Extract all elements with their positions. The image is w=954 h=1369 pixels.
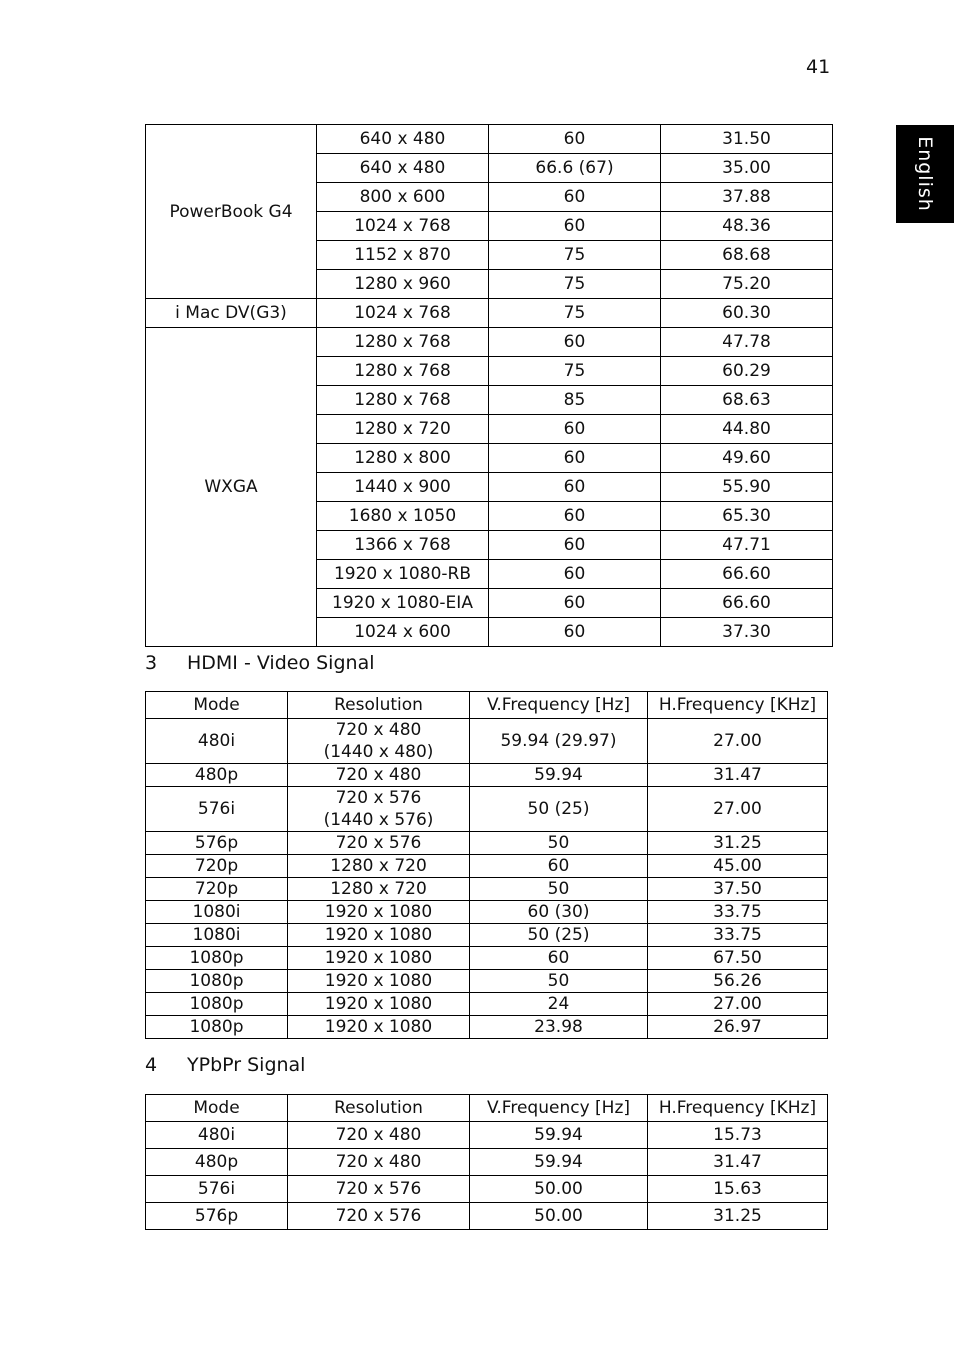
page-number: 41 [806, 56, 831, 78]
column-header: Mode [146, 1095, 288, 1122]
h-frequency-cell: 33.75 [648, 901, 828, 924]
h-frequency-cell: 27.00 [648, 719, 828, 764]
mode-cell: 1080p [146, 1016, 288, 1039]
mode-cell: 1080i [146, 924, 288, 947]
v-frequency-cell: 60 [489, 415, 661, 444]
resolution-line: 720 x 480 [335, 720, 422, 740]
resolution-cell [288, 1149, 470, 1176]
section-title: YPbPr Signal [187, 1054, 306, 1076]
column-header: V.Frequency [Hz] [470, 1095, 648, 1122]
h-frequency-cell: 33.75 [648, 924, 828, 947]
resolution-cell [288, 832, 470, 855]
h-frequency-cell: 37.30 [661, 618, 833, 647]
resolution-cell: 1280 x 768 [317, 328, 489, 357]
h-frequency-cell: 67.50 [648, 947, 828, 970]
h-frequency-cell: 35.00 [661, 154, 833, 183]
resolution-cell [288, 1016, 470, 1039]
resolution-cell: 1024 x 768 [317, 299, 489, 328]
column-header: H.Frequency [KHz] [648, 692, 828, 719]
table-row [146, 764, 828, 787]
v-frequency-cell: 23.98 [470, 1016, 648, 1039]
resolution-cell: 800 x 600 [317, 183, 489, 212]
h-frequency-cell: 44.80 [661, 415, 833, 444]
column-header: Mode [146, 692, 288, 719]
mode-cell: i Mac DV(G3) [146, 299, 317, 328]
h-frequency-cell: 26.97 [648, 1016, 828, 1039]
h-frequency-cell: 55.90 [661, 473, 833, 502]
resolution-cell: 1440 x 900 [317, 473, 489, 502]
resolution-cell [288, 878, 470, 901]
mode-cell: 720p [146, 878, 288, 901]
resolution-cell: 640 x 480 [317, 154, 489, 183]
h-frequency-cell: 68.68 [661, 241, 833, 270]
resolution-cell [288, 719, 470, 764]
column-header: V.Frequency [Hz] [470, 692, 648, 719]
h-frequency-cell: 65.30 [661, 502, 833, 531]
resolution-cell: 1920 x 1080-RB [317, 560, 489, 589]
table-row [146, 924, 828, 947]
resolution-cell [288, 787, 470, 832]
resolution-cell [288, 1203, 470, 1230]
resolution-cell [288, 764, 470, 787]
v-frequency-cell: 50 [470, 832, 648, 855]
v-frequency-cell: 59.94 [470, 1149, 648, 1176]
resolution-cell [288, 970, 470, 993]
resolution-cell [288, 924, 470, 947]
resolution-line: 1920 x 1080 [324, 902, 433, 922]
h-frequency-cell: 56.26 [648, 970, 828, 993]
mode-cell: 1080i [146, 901, 288, 924]
mac-timing-table [145, 124, 833, 647]
language-tab-label: English [914, 136, 937, 212]
resolution-line: 720 x 576 [335, 788, 422, 808]
h-frequency-cell: 31.25 [648, 832, 828, 855]
column-header: Resolution [288, 1095, 470, 1122]
resolution-line: 1280 x 720 [330, 856, 427, 876]
mode-cell: 480p [146, 764, 288, 787]
h-frequency-cell: 75.20 [661, 270, 833, 299]
table-row [146, 787, 828, 832]
resolution-cell: 1366 x 768 [317, 531, 489, 560]
mode-cell: PowerBook G4 [146, 125, 317, 299]
resolution-line: 1920 x 1080 [324, 925, 433, 945]
resolution-line: 1920 x 1080 [324, 1017, 433, 1037]
v-frequency-cell: 59.94 [470, 764, 648, 787]
table-row [146, 1016, 828, 1039]
table-row [146, 125, 833, 154]
h-frequency-cell: 45.00 [648, 855, 828, 878]
h-frequency-cell: 31.47 [648, 764, 828, 787]
v-frequency-cell: 75 [489, 357, 661, 386]
v-frequency-cell: 60 [489, 183, 661, 212]
v-frequency-cell: 75 [489, 299, 661, 328]
resolution-line: 1920 x 1080 [324, 971, 433, 991]
mode-cell: 1080p [146, 993, 288, 1016]
h-frequency-cell: 47.71 [661, 531, 833, 560]
v-frequency-cell: 60 [470, 855, 648, 878]
resolution-cell [288, 901, 470, 924]
resolution-cell [288, 993, 470, 1016]
mode-cell: 1080p [146, 970, 288, 993]
h-frequency-cell: 37.88 [661, 183, 833, 212]
resolution-line: 1920 x 1080 [324, 948, 433, 968]
table-row [146, 878, 828, 901]
h-frequency-cell: 60.30 [661, 299, 833, 328]
resolution-cell: 1680 x 1050 [317, 502, 489, 531]
mode-cell: 576i [146, 787, 288, 832]
v-frequency-cell: 50 [470, 970, 648, 993]
h-frequency-cell: 66.60 [661, 560, 833, 589]
mode-cell: 576p [146, 1203, 288, 1230]
v-frequency-cell: 75 [489, 270, 661, 299]
hdmi-timing-table [145, 691, 828, 1039]
v-frequency-cell: 60 [489, 473, 661, 502]
resolution-line: 720 x 480 [335, 1125, 422, 1145]
resolution-cell: 1280 x 800 [317, 444, 489, 473]
mode-cell: 1080p [146, 947, 288, 970]
table-row [146, 719, 828, 764]
table-row [146, 299, 833, 328]
v-frequency-cell: 60 [489, 328, 661, 357]
h-frequency-cell: 15.63 [648, 1176, 828, 1203]
column-header: H.Frequency [KHz] [648, 1095, 828, 1122]
v-frequency-cell: 50.00 [470, 1203, 648, 1230]
table-row [146, 832, 828, 855]
resolution-cell: 1280 x 720 [317, 415, 489, 444]
resolution-line: 720 x 480 [335, 1152, 422, 1172]
resolution-cell [288, 855, 470, 878]
h-frequency-cell: 49.60 [661, 444, 833, 473]
table-row [146, 947, 828, 970]
h-frequency-cell: 31.50 [661, 125, 833, 154]
resolution-cell [288, 1122, 470, 1149]
mode-cell: WXGA [146, 328, 317, 647]
resolution-cell: 1280 x 768 [317, 357, 489, 386]
resolution-cell [288, 947, 470, 970]
resolution-line: 720 x 576 [335, 1179, 422, 1199]
resolution-line: 1280 x 720 [330, 879, 427, 899]
table-row [146, 855, 828, 878]
section-title: HDMI - Video Signal [187, 652, 375, 674]
v-frequency-cell: 60 [489, 125, 661, 154]
resolution-cell: 1152 x 870 [317, 241, 489, 270]
h-frequency-cell: 37.50 [648, 878, 828, 901]
v-frequency-cell: 60 (30) [470, 901, 648, 924]
h-frequency-cell: 27.00 [648, 787, 828, 832]
mode-cell: 576p [146, 832, 288, 855]
resolution-line: 720 x 480 [335, 765, 422, 785]
resolution-line: 1920 x 1080 [324, 994, 433, 1014]
ypbpr-section-heading [145, 1054, 305, 1076]
h-frequency-cell: 47.78 [661, 328, 833, 357]
v-frequency-cell: 59.94 [470, 1122, 648, 1149]
v-frequency-cell: 85 [489, 386, 661, 415]
h-frequency-cell: 60.29 [661, 357, 833, 386]
table-row [146, 1203, 828, 1230]
v-frequency-cell: 24 [470, 993, 648, 1016]
mode-cell: 576i [146, 1176, 288, 1203]
column-header: Resolution [288, 692, 470, 719]
v-frequency-cell: 75 [489, 241, 661, 270]
h-frequency-cell: 48.36 [661, 212, 833, 241]
h-frequency-cell: 15.73 [648, 1122, 828, 1149]
h-frequency-cell: 68.63 [661, 386, 833, 415]
resolution-cell: 640 x 480 [317, 125, 489, 154]
language-tab [896, 125, 954, 223]
v-frequency-cell: 60 [489, 502, 661, 531]
v-frequency-cell: 60 [489, 560, 661, 589]
v-frequency-cell: 60 [489, 618, 661, 647]
resolution-cell: 1280 x 960 [317, 270, 489, 299]
resolution-line: 720 x 576 [335, 1206, 422, 1226]
v-frequency-cell: 59.94 (29.97) [470, 719, 648, 764]
hdmi-section-heading [145, 652, 375, 674]
v-frequency-cell: 60 [489, 589, 661, 618]
v-frequency-cell: 60 [470, 947, 648, 970]
table-row [146, 328, 833, 357]
v-frequency-cell: 60 [489, 444, 661, 473]
h-frequency-cell: 31.25 [648, 1203, 828, 1230]
resolution-cell: 1920 x 1080-EIA [317, 589, 489, 618]
v-frequency-cell: 60 [489, 531, 661, 560]
h-frequency-cell: 31.47 [648, 1149, 828, 1176]
v-frequency-cell: 50 (25) [470, 924, 648, 947]
v-frequency-cell: 66.6 (67) [489, 154, 661, 183]
resolution-cell: 1280 x 768 [317, 386, 489, 415]
mode-cell: 480i [146, 719, 288, 764]
table-header-row [146, 1095, 828, 1122]
table-row [146, 1176, 828, 1203]
v-frequency-cell: 50 [470, 878, 648, 901]
table-row [146, 1149, 828, 1176]
table-header-row [146, 692, 828, 719]
resolution-cell [288, 1176, 470, 1203]
section-number: 3 [145, 652, 158, 674]
v-frequency-cell: 50 (25) [470, 787, 648, 832]
resolution-line: (1440 x 576) [323, 810, 434, 830]
table-row [146, 901, 828, 924]
h-frequency-cell: 27.00 [648, 993, 828, 1016]
v-frequency-cell: 50.00 [470, 1176, 648, 1203]
h-frequency-cell: 66.60 [661, 589, 833, 618]
mode-cell: 720p [146, 855, 288, 878]
section-number: 4 [145, 1054, 158, 1076]
resolution-line: (1440 x 480) [323, 742, 434, 762]
v-frequency-cell: 60 [489, 212, 661, 241]
resolution-cell: 1024 x 600 [317, 618, 489, 647]
mode-cell: 480p [146, 1149, 288, 1176]
table-row [146, 993, 828, 1016]
resolution-cell: 1024 x 768 [317, 212, 489, 241]
mode-cell: 480i [146, 1122, 288, 1149]
ypbpr-timing-table [145, 1094, 828, 1230]
table-row [146, 970, 828, 993]
resolution-line: 720 x 576 [335, 833, 422, 853]
table-row [146, 1122, 828, 1149]
